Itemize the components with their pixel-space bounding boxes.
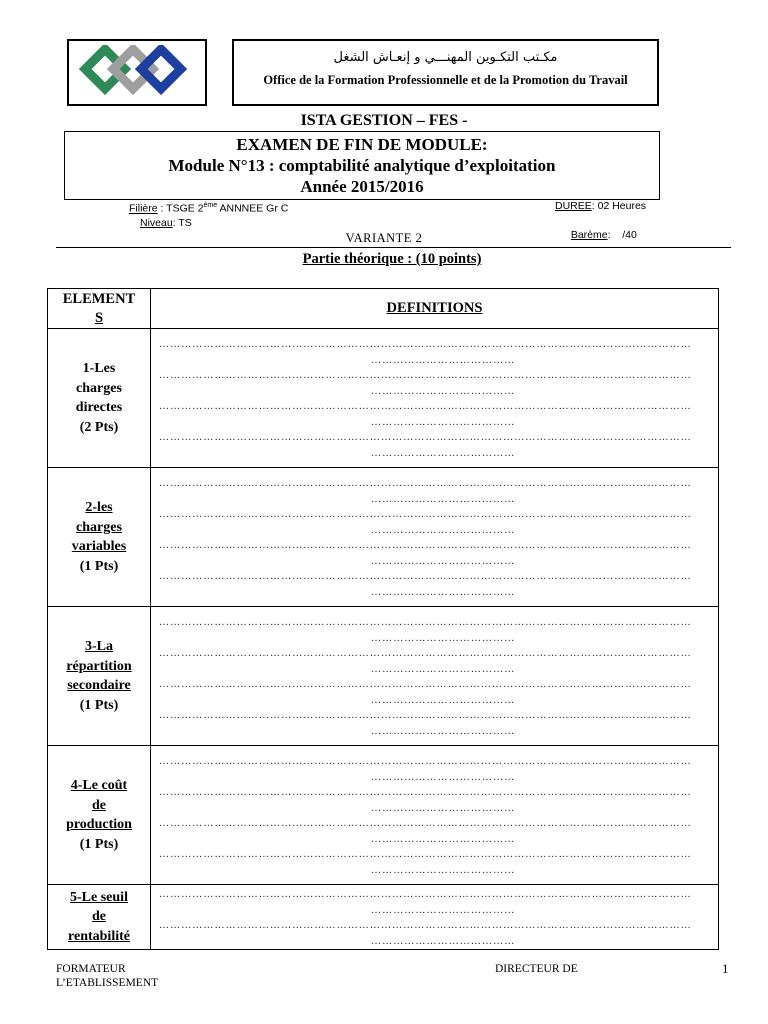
table-row <box>48 746 719 885</box>
divider <box>56 247 731 248</box>
school-name: ISTA GESTION – FES - <box>300 112 468 129</box>
footer-formateur: FORMATEUR <box>56 963 126 975</box>
definitions-table <box>47 288 719 950</box>
logo-box <box>67 39 207 106</box>
filiere-value-post: ANNNEE Gr C <box>217 202 289 215</box>
element-cell: 2-les charges variables (1 Pts) <box>48 468 151 607</box>
niveau-line <box>140 217 192 229</box>
element-cell: 1-Les charges directes (2 Pts) <box>48 329 151 468</box>
duree-label: DUREE <box>555 200 592 212</box>
bareme-value: : /40 <box>607 229 637 241</box>
exam-module: Module N°13 : comptabilité analytique d’exploitation <box>168 156 556 175</box>
niveau-label: Niveau <box>140 217 173 229</box>
table-row <box>48 468 719 607</box>
bareme-label: Barème <box>570 229 608 241</box>
definition-answer-area[interactable]: ……………………………………………………………………………………………………………………………… ………………………………… ……………………………………………………………………………………………………………………………… ………………………………… <box>151 885 719 950</box>
table-row <box>48 607 719 746</box>
header-elements: ELEMENT S <box>48 289 151 329</box>
variante-label: VARIANTE 2 <box>345 231 423 245</box>
ofppt-logo-icon <box>77 45 197 101</box>
footer-directeur: DIRECTEUR DE <box>495 963 578 975</box>
filiere-line <box>129 200 288 215</box>
exam-title: EXAMEN DE FIN DE MODULE: <box>236 135 488 154</box>
definition-answer-area[interactable]: ……………………………………………………………………………………………………………………………… ………………………………… ……………………………………………………………………………………………………………………………… ………………………………… ……………………………………………………………………………………………………………………………… ………………………………… ……………………………………………………………………………………………………………………………… ………………………………… <box>151 468 719 607</box>
filiere-value: : TSGE 2 <box>157 202 204 215</box>
definition-answer-area[interactable]: ……………………………………………………………………………………………………………………………… ………………………………… ……………………………………………………………………………………………………………………………… ………………………………… ……………………………………………………………………………………………………………………………… ………………………………… ……………………………………………………………………………………………………………………………… ………………………………… <box>151 607 719 746</box>
header-definitions: DEFINITIONS <box>151 289 719 329</box>
institution-header <box>232 39 659 106</box>
footer-etablissement: L’ETABLISSEMENT <box>56 977 159 989</box>
element-cell: 3-La répartition secondaire (1 Pts) <box>48 607 151 746</box>
duree-value: : 02 Heures <box>591 200 647 212</box>
filiere-label: Filière <box>129 202 158 215</box>
element-cell: 4-Le coût de production (1 Pts) <box>48 746 151 885</box>
filiere-sup: ème <box>203 202 218 209</box>
table-row <box>48 885 719 950</box>
duree-line <box>555 200 646 212</box>
exam-year: Année 2015/2016 <box>300 177 424 196</box>
exam-title-box <box>64 131 660 200</box>
partie-title: Partie théorique : (10 points) <box>302 251 482 267</box>
definition-answer-area[interactable]: ……………………………………………………………………………………………………………………………… ………………………………… ……………………………………………………………………………………………………………………………… ………………………………… ……………………………………………………………………………………………………………………………… ………………………………… ……………………………………………………………………………………………………………………………… ………………………………… <box>151 746 719 885</box>
element-cell: 5-Le seuil de rentabilité <box>48 885 151 950</box>
definition-answer-area[interactable]: ……………………………………………………………………………………………………………………………… ………………………………… ……………………………………………………………………………………………………………………………… ………………………………… ……………………………………………………………………………………………………………………………… ………………………………… ……………………………………………………………………………………………………………………………… ………………………………… <box>151 329 719 468</box>
table-row <box>48 329 719 468</box>
arabic-title: مكـتب التكـوين المهنـــي و إنعـاش الشغل <box>333 50 558 65</box>
page-number: 1 <box>722 961 729 976</box>
table-header-row <box>48 289 719 329</box>
niveau-value: : TS <box>172 217 192 229</box>
office-name: Office de la Formation Professionnelle et de la Promotion du Travail <box>263 73 628 87</box>
